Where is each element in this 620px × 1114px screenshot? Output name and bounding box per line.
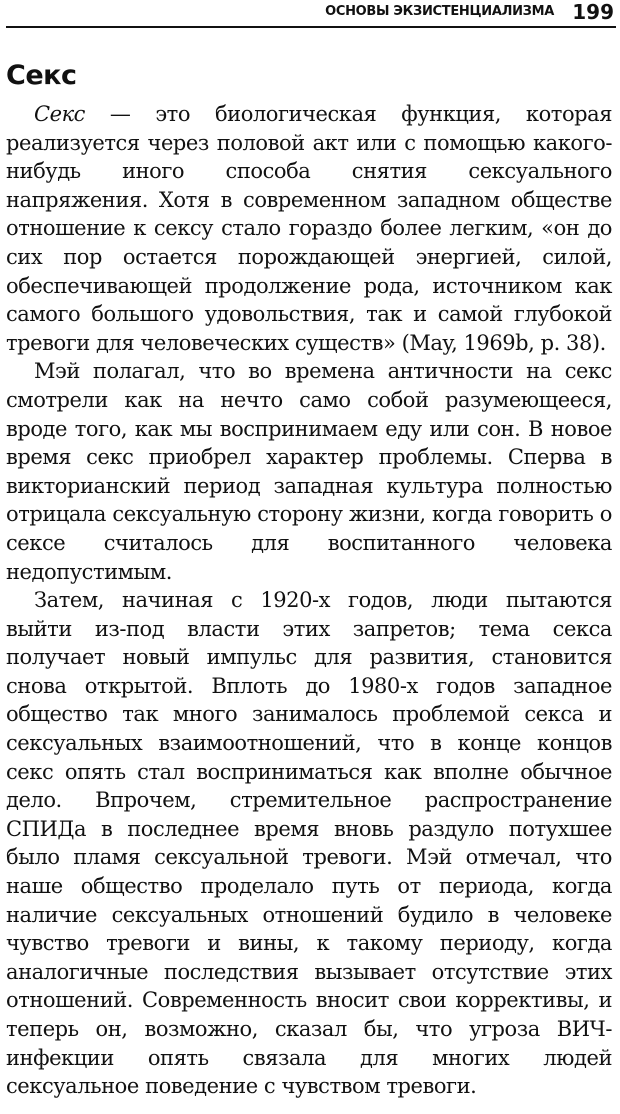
running-header <box>6 0 616 28</box>
paragraph-text: Мэй полагал, что во времена античности на секс смотрели как на нечто само собой разумеющееся, вроде того, как мы воспринимаем еду или сон. В новое время секс приобрел характер проблемы. Сперва в викторианский период западная культура полностью отрицала сексуальную сторону жизни, когда говорить о сексе считалось для воспитанного человека недопустимым. <box>6 359 612 584</box>
section-heading: Секс <box>6 60 77 91</box>
running-title: ОСНОВЫ ЭКЗИСТЕНЦИАЛИЗМА <box>325 4 554 19</box>
paragraph-2 <box>6 357 612 586</box>
paragraph-1 <box>6 100 612 357</box>
paragraph-3 <box>6 586 612 1101</box>
paragraph-text: — это биологическая функция, которая реализуется через половой акт или с помощью какого-нибудь иного способа снятия сексуального напряжения. Хотя в современном западном обществе отношение к сексу стало гораздо более легким, «он до сих пор остается порождающей энергией, силой, обеспечивающей продолжение рода, источником как самого большого удовольствия, так и самой глубокой тревоги для человеческих существ» (May, 1969b, p. 38). <box>6 102 612 355</box>
paragraph-text: Затем, начиная с 1920-х годов, люди пытаются выйти из-под власти этих запретов; тема секса получает новый импульс для развития, становится снова открытой. Вплоть до 1980-х годов западное общество так много занималось проблемой секса и сексуальных взаимоотношений, что в конце концов секс опять стал восприниматься как вполне обычное дело. Впрочем, стремительное распространение СПИДа в последнее время вновь раздуло потухшее было пламя сексуальной тревоги. Мэй отмечал, что наше общество проделало путь от периода, когда наличие сексуальных отношений будило в человеке чувство тревоги и вины, к такому периоду, когда аналогичные последствия вызывает отсутствие этих отношений. Современность вносит свои коррективы, и теперь он, возможно, сказал бы, что угроза ВИЧ-инфекции опять связала для многих людей сексуальное поведение с чувством тревоги. <box>6 588 612 1099</box>
lead-term: Секс <box>34 102 85 126</box>
page-number: 199 <box>572 0 614 24</box>
body-text <box>6 100 612 1101</box>
